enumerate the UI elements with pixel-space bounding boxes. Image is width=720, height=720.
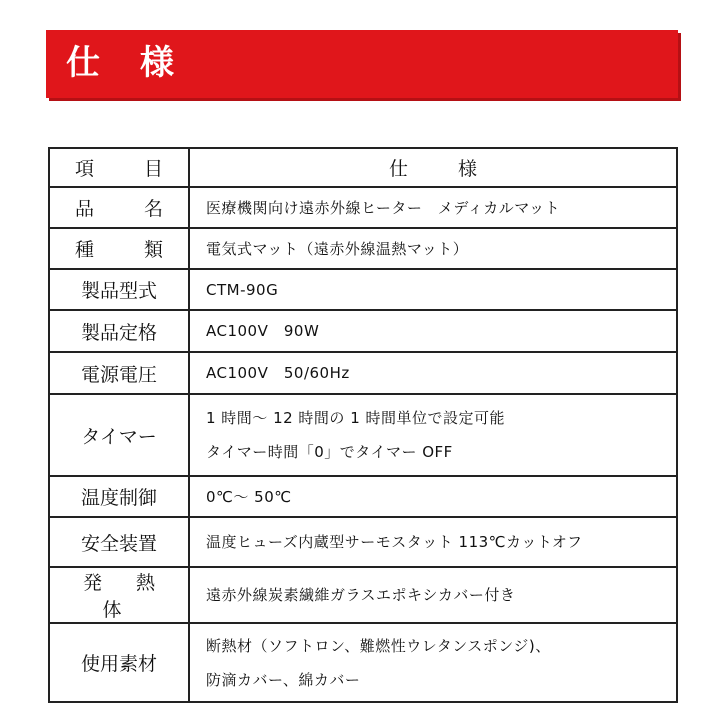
section-title: 仕 様 xyxy=(66,43,188,83)
row-label-cell xyxy=(49,352,189,394)
table-row xyxy=(49,310,677,352)
row-label-cell xyxy=(49,623,189,702)
table-row xyxy=(49,394,677,476)
table-row xyxy=(49,269,677,310)
row-value-cell xyxy=(189,269,677,310)
row-label: 電源電圧 xyxy=(80,363,157,386)
row-value-line: タイマー時間「0」でタイマー OFF xyxy=(206,443,453,461)
row-value: 0℃～ 50℃ xyxy=(206,487,292,506)
row-label-cell xyxy=(49,269,189,310)
row-label-cell xyxy=(49,567,189,623)
row-label: タイマー xyxy=(81,425,157,448)
row-value: 遠赤外線炭素繊維ガラスエポキシカバー付き xyxy=(206,586,516,604)
row-label-cell xyxy=(49,394,189,476)
table-header-row xyxy=(49,148,677,187)
row-value-line: 1 時間～ 12 時間の 1 時間単位で設定可能 xyxy=(206,409,506,427)
spec-table xyxy=(48,147,678,703)
row-label: 品 名 xyxy=(74,198,186,220)
row-value: AC100V 50/60Hz xyxy=(206,364,350,382)
row-value: AC100V 90W xyxy=(206,322,320,340)
row-value-cell xyxy=(189,623,677,702)
header-label: 項 目 xyxy=(74,158,186,180)
row-label: 種 類 xyxy=(74,239,186,261)
row-label-cell xyxy=(49,187,189,228)
row-value: 電気式マット（遠赤外線温熱マット） xyxy=(206,239,469,258)
table-row xyxy=(49,476,677,517)
row-label-cell xyxy=(49,310,189,352)
row-label: 製品型式 xyxy=(80,280,157,302)
row-value-cell xyxy=(189,228,677,269)
row-value-cell xyxy=(189,517,677,567)
row-value-line: 断熱材（ソフトロン、難燃性ウレタンスポンジ)、 xyxy=(206,636,551,655)
row-value-cell xyxy=(189,567,677,623)
row-label: 発 熱 体 xyxy=(82,572,170,621)
header-value-cell xyxy=(189,148,677,187)
table-row xyxy=(49,228,677,269)
table-row xyxy=(49,187,677,228)
row-value-cell xyxy=(189,310,677,352)
row-value-cell xyxy=(189,352,677,394)
row-value-cell xyxy=(189,394,677,476)
row-label-cell xyxy=(49,228,189,269)
row-label: 製品定格 xyxy=(80,321,157,344)
row-label-cell xyxy=(49,476,189,517)
table-row xyxy=(49,517,677,567)
row-value-cell xyxy=(189,476,677,517)
row-value-cell xyxy=(189,187,677,228)
section-banner xyxy=(46,30,678,98)
header-label-cell xyxy=(49,148,189,187)
table-row xyxy=(49,352,677,394)
table-row xyxy=(49,567,677,623)
table-row xyxy=(49,623,677,702)
row-label-cell xyxy=(49,517,189,567)
row-value: CTM-90G xyxy=(206,280,279,299)
row-value: 医療機関向け遠赤外線ヒーター メディカルマット xyxy=(206,198,561,217)
header-value: 仕 様 xyxy=(388,158,500,180)
row-value-line: 防滴カバー、綿カバー xyxy=(206,670,361,689)
row-label: 安全装置 xyxy=(80,532,157,555)
row-label: 使用素材 xyxy=(80,653,157,675)
row-label: 温度制御 xyxy=(80,487,157,509)
row-value: 温度ヒューズ内蔵型サーモスタット 113℃カットオフ xyxy=(206,533,583,551)
